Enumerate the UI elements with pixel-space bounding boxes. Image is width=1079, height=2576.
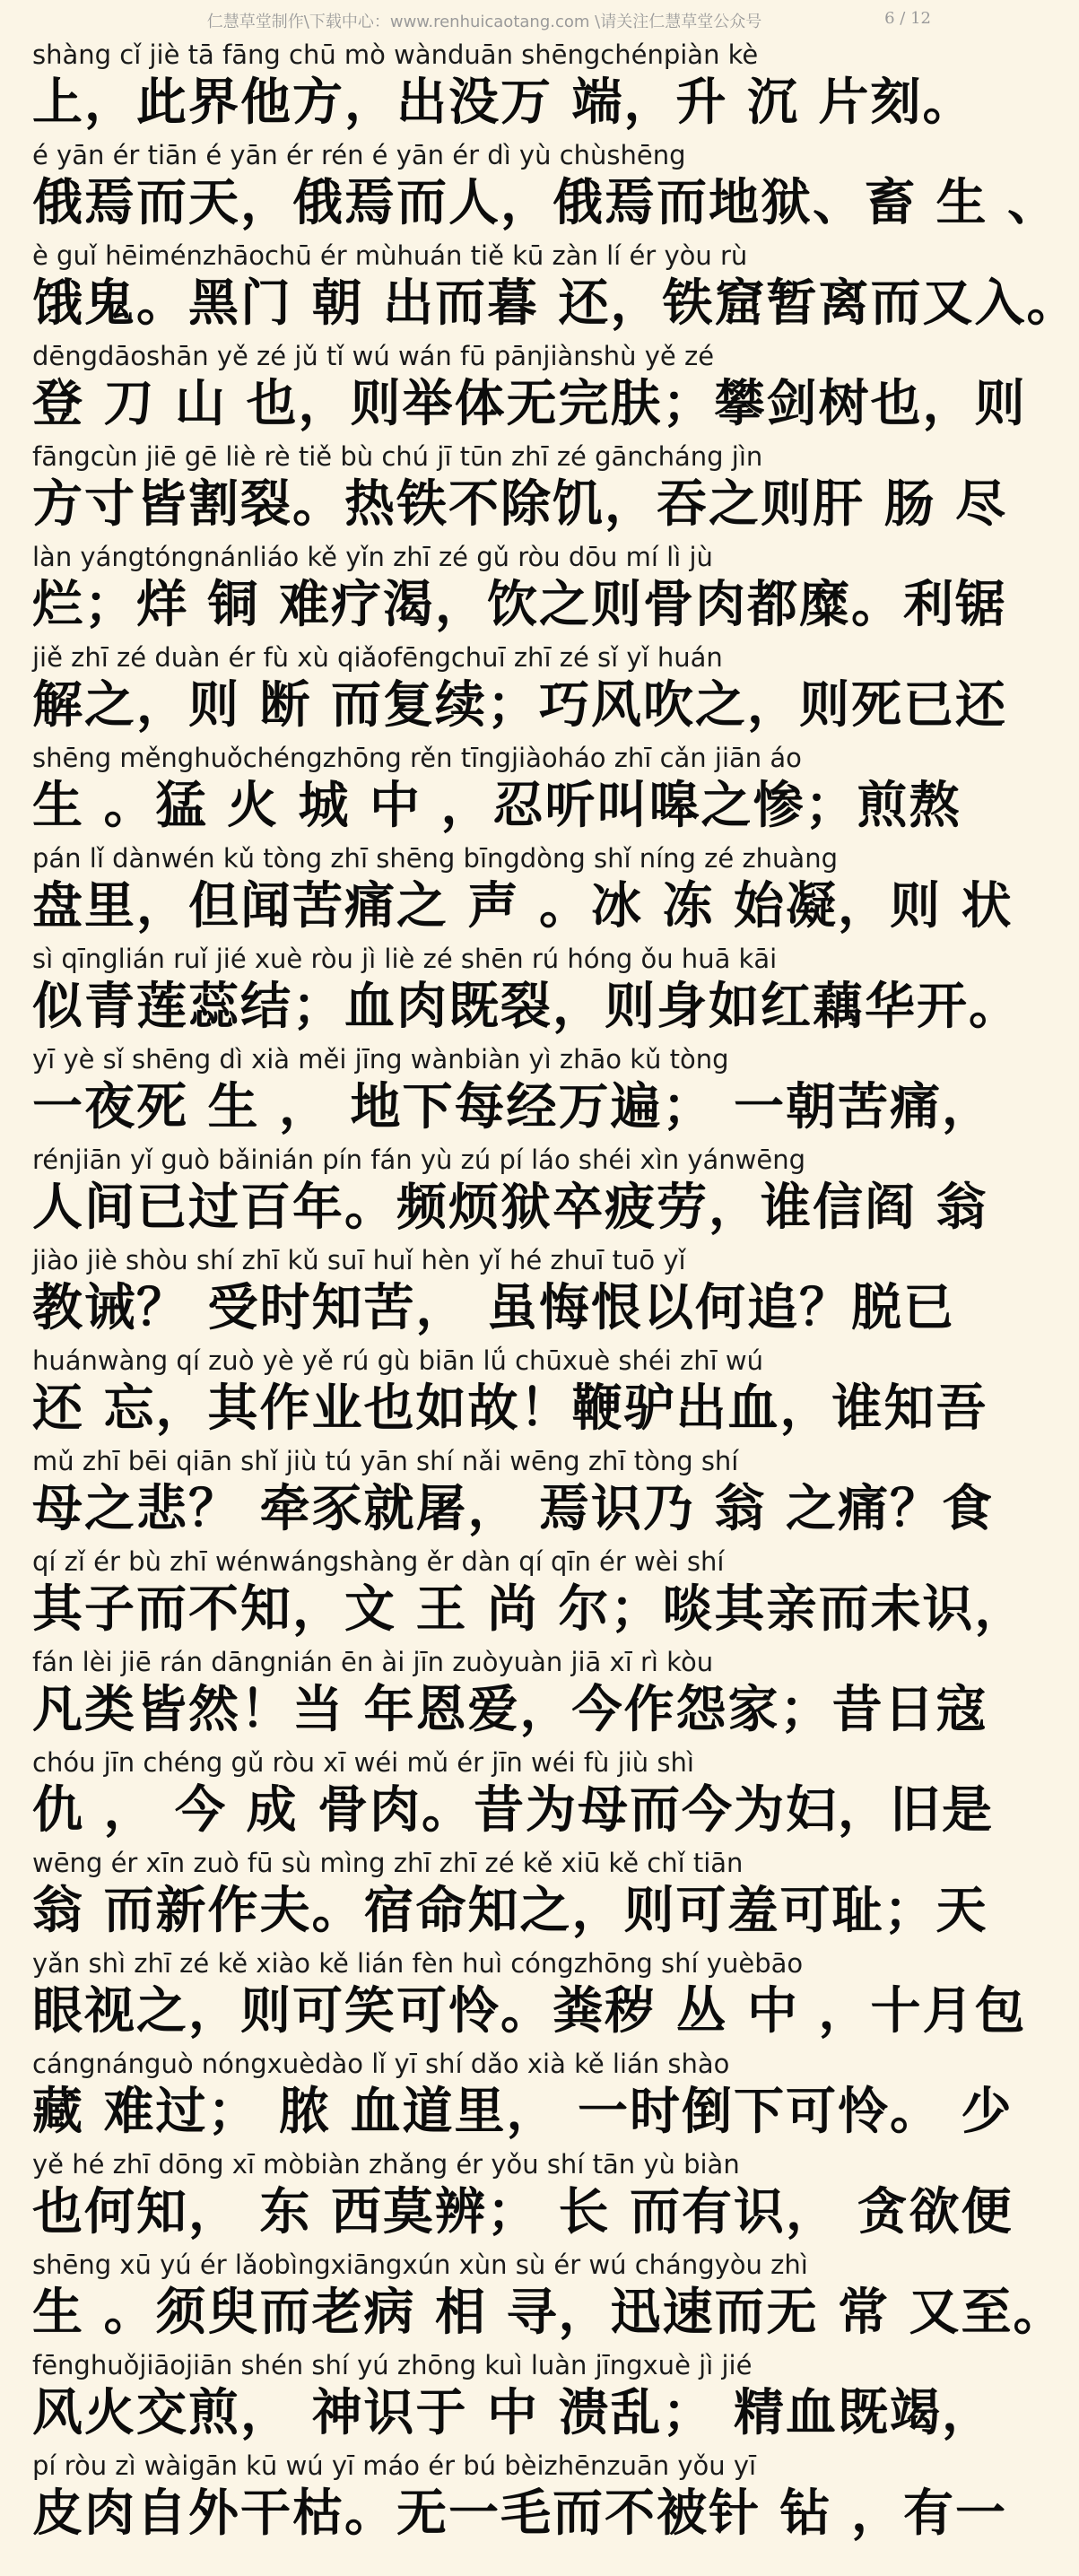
chinese-text: 教诫？ 受时知苦， 虽悔恨以何追？脱已 (32, 1279, 955, 1337)
text-line (32, 439, 1007, 540)
pinyin-annotation: làn yángtóngnánliáo kě yǐn zhī zé gǔ ròu dōu mí lì jù (32, 542, 713, 572)
chinese-text: 凡类皆然！当 年恩爱，今作怨家；昔日寇 (32, 1681, 988, 1739)
chinese-text: 盘里，但闻苦痛之 声 。冰 冻 始凝，则 状 (32, 877, 1014, 936)
pinyin-annotation: è guǐ hēiménzhāochū ér mùhuán tiě kū zàn lí ér yòu rù (32, 240, 748, 271)
chinese-text: 解之，则 断 而复续；巧风吹之，则死已还 (32, 676, 1007, 735)
page-indicator: 6 / 12 (884, 9, 931, 28)
text-line (32, 1042, 994, 1143)
text-line (32, 339, 1027, 439)
chinese-text: 翁 而新作夫。宿命知之，则可羞可耻；天 (32, 1882, 988, 1940)
pinyin-annotation: yě hé zhī dōng xī mòbiàn zhǎng ér yǒu shí tān yù biàn (32, 2149, 740, 2180)
pinyin-annotation: mǔ zhī bēi qiān shǐ jiù tú yān shí nǎi wēng zhī tòng shí (32, 1446, 739, 1476)
text-body (32, 38, 1079, 2549)
chinese-text: 其子而不知，文 王 尚 尔；啖其亲而未识， (32, 1580, 1027, 1639)
text-line (32, 640, 1007, 741)
text-line (32, 1143, 988, 1243)
chinese-text: 母之悲？ 牵豕就屠， 焉识乃 翁 之痛？食 (32, 1480, 994, 1538)
pinyin-annotation: jiào jiè shòu shí zhī kǔ suī huǐ hèn yǐ hé zhuī tuō yǐ (32, 1245, 686, 1275)
pinyin-annotation: fāngcùn jiē gē liè rè tiě bù chú jī tūn zhī zé gāncháng jìn (32, 441, 763, 472)
text-line (32, 2147, 1014, 2248)
text-line (32, 1946, 1027, 2047)
text-line (32, 1846, 988, 1946)
pinyin-annotation: shēng xū yú ér lǎobìngxiāngxún xùn sù ér wú chángyòu zhì (32, 2250, 808, 2280)
text-line (32, 38, 975, 138)
chinese-text: 风火交煎， 神识于 中 溃乱； 精血既竭， (32, 2384, 994, 2442)
pinyin-annotation: qí zǐ ér bù zhī wénwángshàng ěr dàn qí qīn ér wèi shí (32, 1546, 725, 1577)
chinese-text: 还 忘，其作业也如故！鞭驴出血，谁知吾 (32, 1379, 988, 1438)
chinese-text: 烂；烊 铜 难疗渴，饮之则骨肉都糜。利锯 (32, 576, 1007, 634)
pinyin-annotation: cángnánguò nóngxuèdào lǐ yī shí dǎo xià kě lián shào (32, 2049, 730, 2079)
chinese-text: 似青莲蕊结；血肉既裂，则身如红藕华开。 (32, 978, 1021, 1036)
text-line (32, 1645, 988, 1745)
text-line (32, 138, 1059, 239)
pinyin-annotation: wēng ér xīn zuò fū sù mìng zhī zhī zé kě xiū kě chǐ tiān (32, 1848, 744, 1878)
chinese-text: 上，此界他方，出没万 端，升 沉 片刻。 (32, 74, 975, 132)
pinyin-annotation: huánwàng qí zuò yè yě rú gù biān lǘ chūxuè shéi zhī wú (32, 1345, 764, 1376)
chinese-text: 方寸皆割裂。热铁不除饥，吞之则肝 肠 尽 (32, 475, 1007, 534)
chinese-text: 生 。猛 火 城 中 ，忍听叫嗥之惨；煎熬 (32, 777, 962, 835)
chinese-text: 一夜死 生 ， 地下每经万遍； 一朝苦痛， (32, 1078, 994, 1136)
pinyin-annotation: yī yè sǐ shēng dì xià měi jīng wànbiàn yì zhāo kǔ tòng (32, 1044, 729, 1075)
chinese-text: 也何知， 东 西莫辨； 长 而有识， 贪欲便 (32, 2183, 1014, 2241)
pinyin-annotation: jiě zhī zé duàn ér fù xù qiǎofēngchuī zhī zé sǐ yǐ huán (32, 642, 723, 673)
text-line (32, 2248, 1066, 2348)
pinyin-annotation: shēng měnghuǒchéngzhōng rěn tīngjiàoháo zhī cǎn jiān áo (32, 743, 802, 773)
chinese-text: 眼视之，则可笑可怜。粪秽 丛 中 ，十月包 (32, 1982, 1027, 2041)
text-line (32, 2047, 1014, 2147)
text-line (32, 2449, 1007, 2549)
text-line (32, 841, 1014, 942)
text-line (32, 1745, 994, 1846)
pinyin-annotation: yǎn shì zhī zé kě xiào kě lián fèn huì cóngzhōng shí yuèbāo (32, 1948, 804, 1979)
chinese-text: 生 。须臾而老病 相 寻，迅速而无 常 又至。 (32, 2284, 1066, 2342)
chinese-text: 人间已过百年。频烦狱卒疲劳，谁信阎 翁 (32, 1179, 988, 1237)
chinese-text: 皮肉自外干枯。无一毛而不被针 钻 ，有一 (32, 2485, 1007, 2543)
text-line (32, 942, 1021, 1042)
chinese-text: 登 刀 山 也，则举体无完肤；攀剑树也，则 (32, 375, 1027, 433)
text-line (32, 2348, 994, 2449)
text-line (32, 239, 1079, 339)
chinese-text: 藏 难过； 脓 血道里， 一时倒下可怜。 少 (32, 2083, 1014, 2141)
text-line (32, 1243, 955, 1344)
chinese-text: 俄焉而天，俄焉而人，俄焉而地狱、畜 生 、 (32, 174, 1059, 232)
text-line (32, 741, 962, 841)
pinyin-annotation: dēngdāoshān yě zé jǔ tǐ wú wán fū pānjiànshù yě zé (32, 341, 715, 371)
chinese-text: 仇 ， 今 成 骨肉。昔为母而今为妇，旧是 (32, 1781, 994, 1840)
pinyin-annotation: sì qīnglián ruǐ jié xuè ròu jì liè zé shēn rú hóng ǒu huā kāi (32, 944, 778, 974)
pinyin-annotation: pán lǐ dànwén kǔ tòng zhī shēng bīngdòng shǐ níng zé zhuàng (32, 843, 838, 874)
text-line (32, 1444, 994, 1545)
page-header: 仁慧草堂制作\下载中心：www.renhuicaotang.com \请关注仁慧草堂公众号 (206, 13, 762, 31)
text-line (32, 540, 1007, 640)
text-line (32, 1545, 1027, 1645)
pinyin-annotation: fán lèi jiē rán dāngnián ēn ài jīn zuòyuàn jiā xī rì kòu (32, 1647, 714, 1677)
text-line (32, 1344, 988, 1444)
chinese-text: 饿鬼。黑门 朝 出而暮 还，铁窟暂离而又入。 (32, 274, 1079, 333)
pinyin-annotation: chóu jīn chéng gǔ ròu xī wéi mǔ ér jīn wéi fù jiù shì (32, 1747, 694, 1778)
pinyin-annotation: shàng cǐ jiè tā fāng chū mò wànduān shēngchénpiàn kè (32, 39, 759, 70)
pinyin-annotation: é yān ér tiān é yān ér rén é yān ér dì yù chùshēng (32, 140, 686, 170)
pinyin-annotation: pí ròu zì wàigān kū wú yī máo ér bú bèizhēnzuān yǒu yī (32, 2450, 757, 2481)
pinyin-annotation: rénjiān yǐ guò bǎinián pín fán yù zú pí láo shéi xìn yánwēng (32, 1144, 805, 1175)
pinyin-annotation: fēnghuǒjiāojiān shén shí yú zhōng kuì luàn jīngxuè jì jié (32, 2350, 753, 2380)
